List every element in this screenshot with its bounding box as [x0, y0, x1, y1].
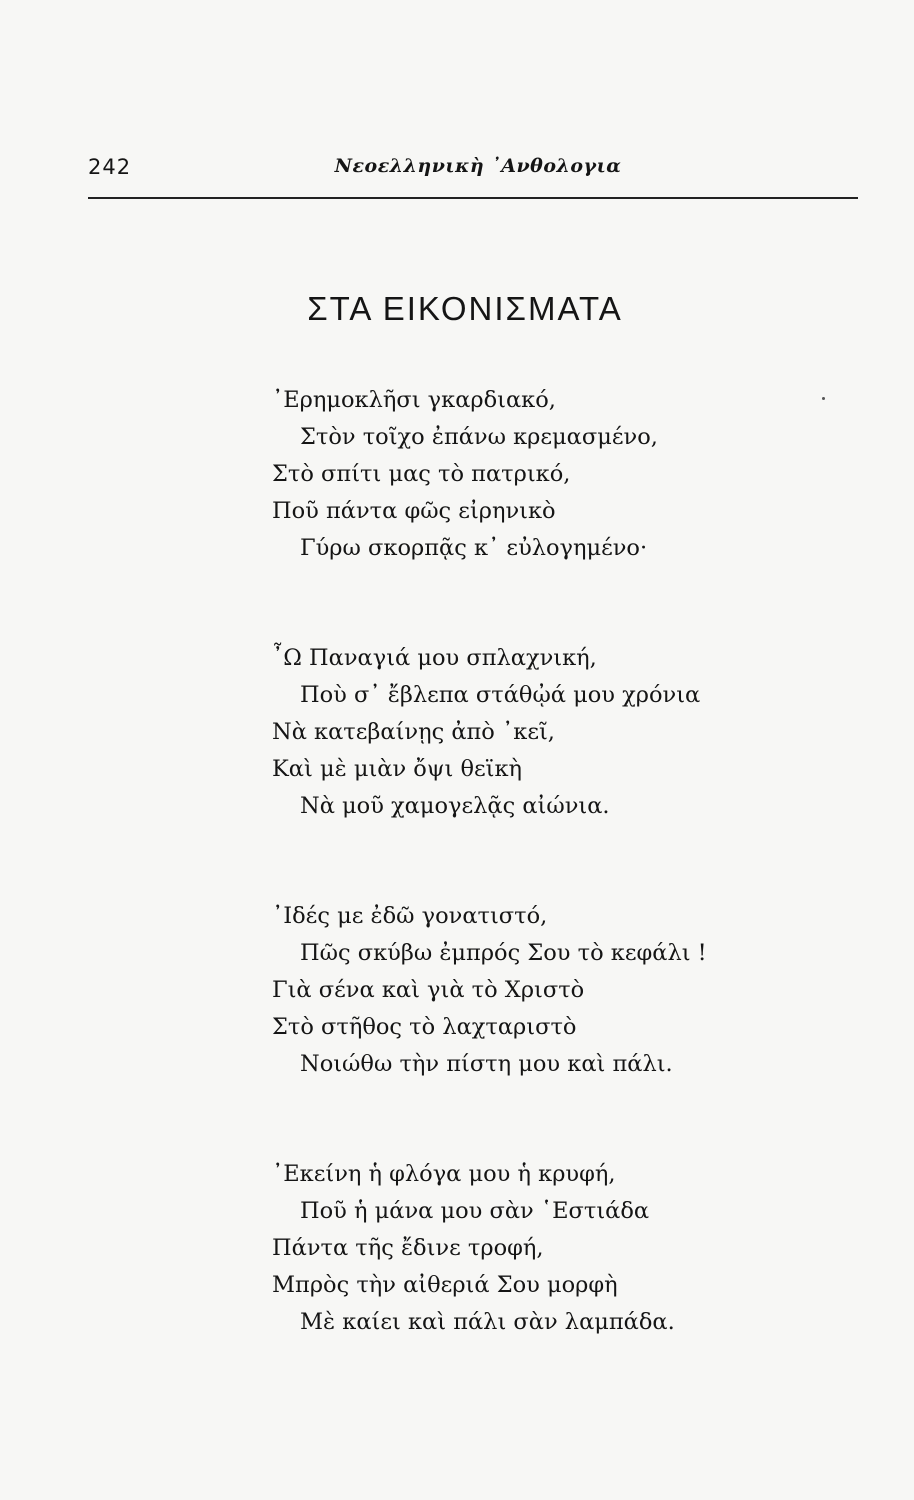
page-header — [88, 155, 858, 185]
verse-line: Νοιώθω τὴν πίστη μου καὶ πάλι. — [300, 1051, 673, 1077]
verse-line: Στὸν τοῖχο ἐπάνω κρεμασμένο, — [300, 424, 658, 450]
stanza — [0, 640, 914, 825]
verse-line: Μὲ καίει καὶ πάλι σὰν λαμπάδα. — [300, 1309, 675, 1335]
verse-line: Νὰ μοῦ χαμογελᾷς αἰώνια. — [300, 793, 610, 819]
stanza — [0, 382, 914, 567]
poem-title: ΣΤΑ ΕΙΚΟΝΙΣΜΑΤΑ — [307, 290, 623, 327]
print-speck — [822, 397, 825, 400]
stanza — [0, 1156, 914, 1341]
verse-line: Πάντα τῆς ἔδινε τροφή, — [272, 1235, 544, 1261]
verse-line: Στὸ στῆθος τὸ λαχταριστὸ — [272, 1014, 577, 1040]
verse-line: Ποὺ σ᾿ ἔβλεπα στάθᾠά μου χρόνια — [300, 682, 701, 708]
verse-line: ῏Ω Παναγιά μου σπλαχνική, — [272, 645, 597, 671]
running-title: Νεοελληνικὴ ᾿Ανθολογια — [334, 155, 622, 177]
poem-body — [0, 382, 914, 1341]
verse-line: ᾿Ιδές με ἐδῶ γονατιστό, — [272, 903, 548, 929]
verse-line: Στὸ σπίτι μας τὸ πατρικό, — [272, 461, 571, 487]
verse-line: Πῶς σκύβω ἐμπρός Σου τὸ κεφάλι ! — [300, 940, 707, 966]
header-rule — [88, 197, 858, 199]
verse-line: ᾿Ερημοκλῆσι γκαρδιακό, — [272, 387, 556, 413]
page-number: 242 — [88, 155, 132, 179]
verse-line: Νὰ κατεβαίνῃς ἀπὸ ᾿κεῖ, — [272, 719, 555, 745]
verse-line: Καὶ μὲ μιὰν ὄψι θεϊκὴ — [272, 756, 523, 782]
verse-line: ᾿Εκείνη ἡ φλόγα μου ἡ κρυφή, — [272, 1161, 616, 1187]
verse-line: Ποῦ ἡ μάνα μου σὰν ῾Εστιάδα — [300, 1198, 650, 1224]
stanza — [0, 898, 914, 1083]
verse-line: Μπρὸς τὴν αἰθεριά Σου μορφὴ — [272, 1272, 618, 1298]
verse-line: Γύρω σκορπᾷς κ᾿ εὐλογημένο· — [300, 535, 648, 561]
verse-line: Ποῦ πάντα φῶς εἰρηνικὸ — [272, 498, 556, 524]
verse-line: Γιὰ σένα καὶ γιὰ τὸ Χριστὸ — [272, 977, 585, 1003]
